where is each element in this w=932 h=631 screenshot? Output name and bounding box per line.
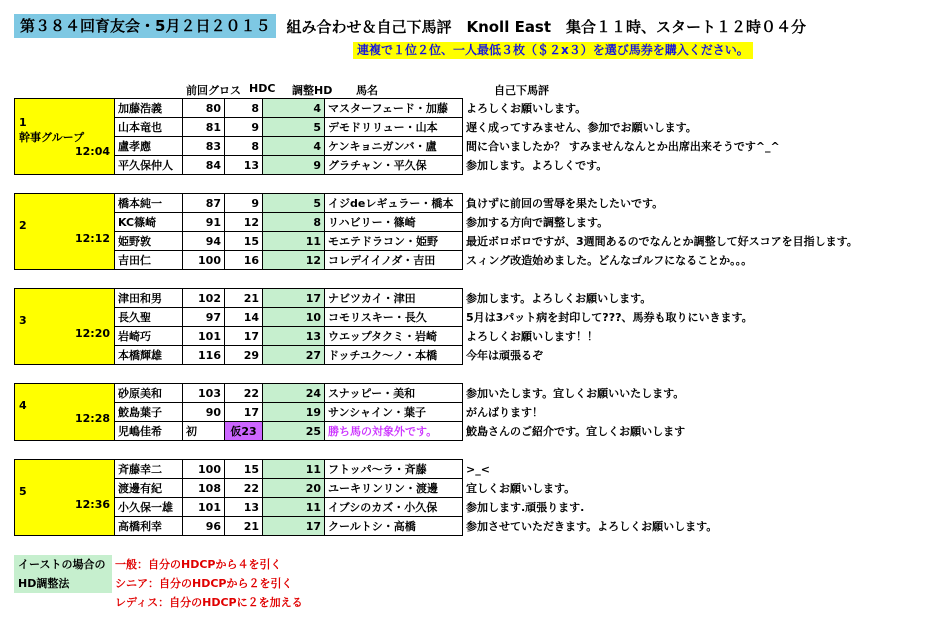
horse-name: ユーキリンリン・渡邊: [325, 479, 463, 498]
horse-name: コレデイイノダ・吉田: [325, 251, 463, 270]
player-name: 渡邊有紀: [115, 479, 183, 498]
player-row: [15, 517, 883, 536]
adjusted-hd: 11: [263, 498, 325, 517]
previous-gross: 90: [183, 403, 225, 422]
group-number: 2: [19, 218, 27, 232]
adjusted-hd: 5: [263, 118, 325, 137]
previous-gross: 108: [183, 479, 225, 498]
player-name: 平久保仲人: [115, 156, 183, 175]
handicap: 21: [225, 517, 263, 536]
horse-name: ウエップタクミ・岩崎: [325, 327, 463, 346]
previous-gross: 97: [183, 308, 225, 327]
player-name: 岩崎巧: [115, 327, 183, 346]
rule-senior: シニア：自分のHDCPから２を引く: [115, 577, 293, 590]
previous-gross: 80: [183, 99, 225, 118]
horse-name: ナビツカイ・津田: [325, 289, 463, 308]
player-row: [15, 118, 883, 137]
self-comment: 今年は頑張るぞ: [466, 349, 543, 362]
adjusted-hd: 27: [263, 346, 325, 365]
player-name: 山本竜也: [115, 118, 183, 137]
horse-name: スナッピー・美和: [325, 384, 463, 403]
player-name: 小久保一雄: [115, 498, 183, 517]
player-row: [15, 308, 883, 327]
previous-gross: 94: [183, 232, 225, 251]
handicap: 13: [225, 156, 263, 175]
handicap: 15: [225, 460, 263, 479]
handicap: 9: [225, 194, 263, 213]
previous-gross: 83: [183, 137, 225, 156]
player-row: [15, 213, 883, 232]
player-row: [15, 403, 883, 422]
self-comment: 参加します。よろしくお願いします。: [466, 292, 652, 305]
adjusted-hd: 20: [263, 479, 325, 498]
adjusted-hd: 4: [263, 99, 325, 118]
player-name: 本橋輝雄: [115, 346, 183, 365]
player-row: [15, 232, 883, 251]
adjusted-hd: 4: [263, 137, 325, 156]
self-comment: スィング改造始めました。どんなゴルフになることか。。。: [466, 254, 753, 267]
player-row: [15, 460, 883, 479]
player-row: [15, 498, 883, 517]
group-cell: [15, 289, 115, 365]
group-table-1: [14, 98, 883, 175]
handicap: 14: [225, 308, 263, 327]
tee-time: 12:12: [74, 231, 110, 245]
rule-general: 一般：自分のHDCPから４を引く: [115, 558, 282, 571]
group-number: 1: [19, 115, 27, 129]
adjusted-hd: 10: [263, 308, 325, 327]
adjusted-hd: 24: [263, 384, 325, 403]
handicap: 17: [225, 403, 263, 422]
player-name: 加藤浩義: [115, 99, 183, 118]
adjusted-hd: 11: [263, 460, 325, 479]
previous-gross: 101: [183, 498, 225, 517]
handicap: 8: [225, 99, 263, 118]
group-number: 5: [19, 484, 27, 498]
player-row: [15, 422, 883, 441]
self-comment: 5月は3パット病を封印して???、馬券も取りにいきます。: [466, 311, 753, 324]
self-comment: 負けずに前回の雪辱を果たしたいです。: [466, 197, 664, 210]
player-name: 橋本純一: [115, 194, 183, 213]
horse-name: ケンキョニガンバ・盧: [325, 137, 463, 156]
previous-gross: 96: [183, 517, 225, 536]
adjusted-hd: 17: [263, 289, 325, 308]
group-cell: [15, 99, 115, 175]
group-table-5: [14, 459, 883, 536]
self-comment: 参加いたします。宜しくお願いいたします。: [466, 387, 685, 400]
handicap: 8: [225, 137, 263, 156]
player-name: 盧孝應: [115, 137, 183, 156]
previous-gross: 91: [183, 213, 225, 232]
self-comment: 参加する方向で調整します。: [466, 216, 609, 229]
handicap: 17: [225, 327, 263, 346]
previous-gross: 101: [183, 327, 225, 346]
footer-label-1: イーストの場合の: [14, 555, 112, 574]
player-name: 斉藤幸二: [115, 460, 183, 479]
adjusted-hd: 13: [263, 327, 325, 346]
betting-notice: 連複で１位２位、一人最低３枚（＄２x３）を選び馬券を購入ください。: [353, 42, 753, 59]
adjusted-hd: 8: [263, 213, 325, 232]
adjusted-hd: 12: [263, 251, 325, 270]
horse-name: モエテドラコン・姫野: [325, 232, 463, 251]
horse-name: ドッチユク〜ノ・本橋: [325, 346, 463, 365]
handicap: 13: [225, 498, 263, 517]
previous-gross: 81: [183, 118, 225, 137]
handicap: 仮23: [225, 422, 263, 441]
self-comment: 宜しくお願いします。: [466, 482, 576, 495]
player-row: [15, 346, 883, 365]
self-comment: >_<: [466, 462, 490, 476]
handicap: 22: [225, 479, 263, 498]
self-comment: 参加します。よろしくです。: [466, 159, 608, 172]
handicap: 15: [225, 232, 263, 251]
adjusted-hd: 19: [263, 403, 325, 422]
previous-gross: 102: [183, 289, 225, 308]
handicap: 22: [225, 384, 263, 403]
group-number: 3: [19, 313, 27, 327]
horse-name: 勝ち馬の対象外です。: [325, 422, 463, 441]
player-row: [15, 289, 883, 308]
previous-gross: 103: [183, 384, 225, 403]
adjusted-hd: 5: [263, 194, 325, 213]
player-row: [15, 251, 883, 270]
group-label: 幹事グループ: [19, 130, 85, 144]
player-row: [15, 384, 883, 403]
player-name: 長久聖: [115, 308, 183, 327]
player-name: 鮫島葉子: [115, 403, 183, 422]
self-comment: 参加します.頑張ります.: [466, 501, 585, 514]
header-horse: 馬名: [356, 84, 378, 97]
horse-name: グラチャン・平久保: [325, 156, 463, 175]
previous-gross: 87: [183, 194, 225, 213]
horse-name: マスターフェード・加藤: [325, 99, 463, 118]
player-name: 高橋利幸: [115, 517, 183, 536]
previous-gross: 100: [183, 460, 225, 479]
self-comment: 鮫島さんのご紹介です。宜しくお願いします: [466, 425, 686, 438]
self-comment: 参加させていただきます。よろしくお願いします。: [466, 520, 718, 533]
group-cell: [15, 194, 115, 270]
header-comment: 自己下馬評: [494, 84, 549, 97]
self-comment: 最近ボロボロですが、3週間あるのでなんとか調整して好スコアを目指します。: [466, 235, 858, 248]
header-adj: 調整HD: [292, 84, 333, 97]
player-name: 津田和男: [115, 289, 183, 308]
group-cell: [15, 384, 115, 441]
adjusted-hd: 11: [263, 232, 325, 251]
group-table-4: [14, 383, 883, 441]
title-bar: [14, 14, 806, 38]
adjusted-hd: 17: [263, 517, 325, 536]
self-comment: よろしくお願いします。: [466, 102, 587, 115]
rule-ladies: レディス：自分のHDCPに２を加える: [115, 596, 303, 609]
previous-gross: 100: [183, 251, 225, 270]
player-row: [15, 137, 883, 156]
horse-name: サンシャイン・葉子: [325, 403, 463, 422]
horse-name: デモドリリュー・山本: [325, 118, 463, 137]
adjusted-hd: 25: [263, 422, 325, 441]
horse-name: コモリスキー・長久: [325, 308, 463, 327]
header-hdc: HDC: [249, 82, 276, 95]
title-main: 第３８４回育友会・5月２日２０１５: [14, 14, 276, 38]
player-name: 姫野敦: [115, 232, 183, 251]
group-table-2: [14, 193, 883, 270]
horse-name: クールトシ・高橋: [325, 517, 463, 536]
previous-gross: 116: [183, 346, 225, 365]
player-name: 児嶋佳希: [115, 422, 183, 441]
horse-name: イジdeレギュラー・橋本: [325, 194, 463, 213]
tee-time: 12:28: [74, 412, 110, 425]
previous-gross: 84: [183, 156, 225, 175]
tee-time: 12:36: [74, 497, 110, 511]
tee-time: 12:04: [74, 144, 110, 158]
horse-name: リハビリー・篠崎: [325, 213, 463, 232]
adjusted-hd: 9: [263, 156, 325, 175]
handicap: 29: [225, 346, 263, 365]
previous-gross: 初: [183, 422, 225, 441]
title-rest: 組み合わせ＆自己下馬評 Knoll East 集合１１時、スタート１２時０４分: [286, 17, 807, 36]
player-row: [15, 327, 883, 346]
handicap: 9: [225, 118, 263, 137]
horse-name: イブシのカズ・小久保: [325, 498, 463, 517]
group-table-3: [14, 288, 883, 365]
player-name: 砂原美和: [115, 384, 183, 403]
self-comment: がんばります！: [466, 406, 543, 419]
group-cell: [15, 460, 115, 536]
footer-label-2: HD調整法: [14, 574, 112, 593]
handicap: 12: [225, 213, 263, 232]
handicap: 21: [225, 289, 263, 308]
tee-time: 12:20: [74, 326, 110, 340]
player-row: [15, 479, 883, 498]
horse-name: フトッパ〜ラ・斉藤: [325, 460, 463, 479]
player-row: [15, 194, 883, 213]
column-headers: [0, 82, 932, 98]
player-row: [15, 156, 883, 175]
player-row: [15, 99, 883, 118]
player-name: KC篠崎: [115, 213, 183, 232]
self-comment: よろしくお願いします！！: [466, 330, 598, 343]
player-name: 吉田仁: [115, 251, 183, 270]
handicap: 16: [225, 251, 263, 270]
group-number: 4: [19, 399, 27, 412]
self-comment: 間に合いましたか？ すみませんなんとか出席出来そうです^_^: [466, 140, 780, 153]
self-comment: 遅く成ってすみません、参加でお願いします。: [466, 121, 697, 134]
header-gross: 前回グロス: [186, 84, 241, 97]
